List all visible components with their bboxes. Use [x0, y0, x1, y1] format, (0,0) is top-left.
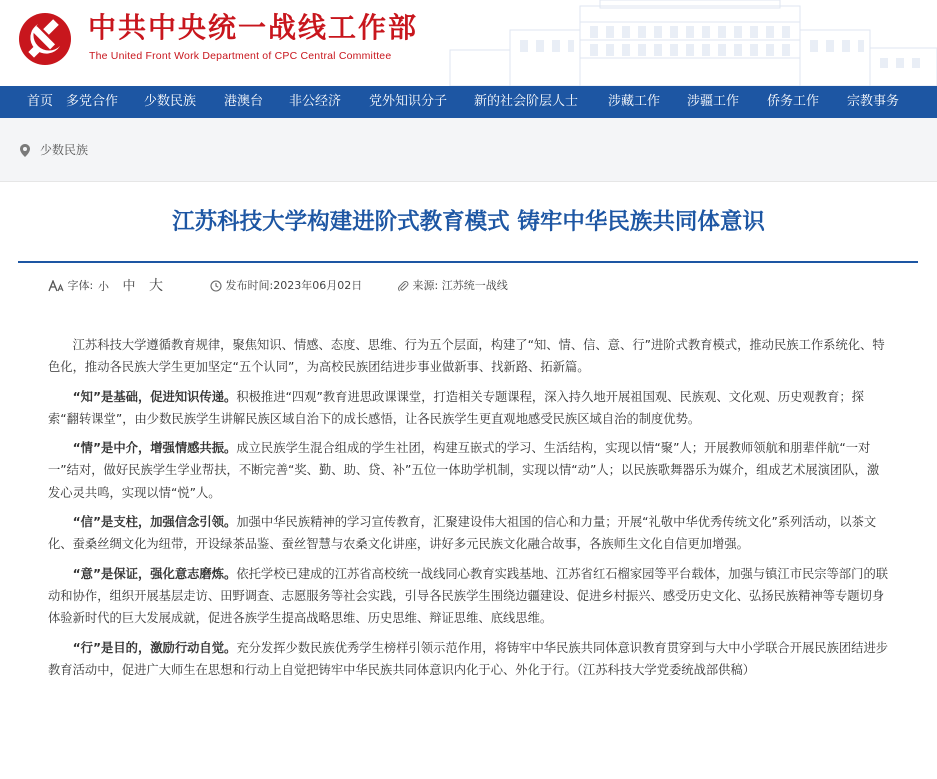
paragraph-text: 成立民族学生混合组成的学生社团，构建互嵌式的学习、生活结构，实现以情“聚”人；开展教师领航和朋辈伴航“一对一”结对，做好民族学生学业帮扶，不断完善“奖、勤、助、贷、补”五位一体助学机制，实现以情“动”人；以民族歌舞器乐为媒介，组成艺术展演团队，激发心灵共鸣，实现以情“悦”人。 [48, 441, 880, 500]
party-emblem-icon [18, 12, 72, 66]
paragraph-lead: “情”是中介，增强情感共振。 [72, 441, 237, 456]
publish-time-label: 发布时间: [225, 279, 274, 292]
article-paragraph [48, 563, 890, 630]
article-source [397, 276, 508, 296]
site-header [0, 0, 937, 86]
font-size-control [48, 276, 93, 296]
paragraph-text: 充分发挥少数民族优秀学生榜样引领示范作用，将铸牢中华民族共同体意识教育贯穿到与大中小学联合开展民族团结进步教育活动中，促进广大师生在思想和行动上自觉把铸牢中华民族共同体意识内化于心、外化于行。（江苏科技大学党委统战部供稿） [48, 640, 889, 677]
location-pin-icon [20, 144, 30, 157]
article-body [48, 334, 890, 688]
site-title[interactable]: 中共中央统一战线工作部 [88, 11, 419, 44]
paragraph-lead: “行”是目的，激励行动自觉。 [72, 640, 237, 655]
paragraph-text: 加强中华民族精神的学习宣传教育，汇聚建设伟大祖国的信心和力量；开展“礼敬中华优秀传统文化”系列活动，以茶文化、蚕桑丝绸文化为纽带，开设绿茶品鉴、蚕丝智慧与农桑文化讲座，讲好多元民族文化融合故事，各族师生文化自信更加增强。 [48, 515, 877, 552]
nav-item-new-social-strata[interactable]: 新的社会阶层人士 [474, 94, 579, 109]
article-paragraph [48, 334, 890, 379]
article-paragraph [48, 386, 890, 431]
main-nav [0, 86, 937, 118]
nav-item-xinjiang[interactable]: 涉疆工作 [687, 94, 740, 109]
paragraph-text: 江苏科技大学遵循教育规律，聚焦知识、情感、态度、思维、行为五个层面，构建了“知、情、信、意、行”进阶式教育模式，推动民族工作系统化、特色化，推动各民族大学生更加坚定“五个认同”，为高校民族团结进步事业做新事、找新路、拓新篇。 [48, 338, 885, 375]
paragraph-lead: “信”是支柱，加强信念引领。 [72, 515, 237, 530]
site-subtitle: The United Front Work Department of CPC Central Committee [89, 50, 392, 62]
font-size-small-button[interactable]: 小 [98, 280, 109, 293]
font-size-label: 字体: [67, 279, 94, 292]
nav-item-hk-macau-taiwan[interactable]: 港澳台 [224, 94, 264, 109]
font-size-icon [48, 280, 64, 292]
font-size-medium-button[interactable]: 中 [122, 279, 136, 294]
paragraph-lead: “知”是基础，促进知识传递。 [72, 389, 237, 404]
paperclip-icon [397, 280, 409, 292]
clock-icon [210, 280, 222, 292]
title-divider [18, 261, 918, 263]
font-size-large-button[interactable]: 大 [149, 278, 164, 294]
font-size-options [98, 276, 173, 297]
nav-item-intellectuals[interactable]: 党外知识分子 [369, 94, 448, 109]
publish-time [210, 276, 362, 296]
breadcrumb-link[interactable]: 少数民族 [40, 143, 89, 157]
source-value: 江苏统一战线 [441, 279, 508, 292]
nav-item-tibet[interactable]: 涉藏工作 [608, 94, 661, 109]
nav-item-home[interactable]: 首页 [27, 94, 54, 109]
nav-item-religion[interactable]: 宗教事务 [847, 94, 900, 109]
article-paragraph [48, 637, 890, 682]
article-title: 江苏科技大学构建进阶式教育模式 铸牢中华民族共同体意识 [172, 209, 765, 235]
building-illustration [430, 0, 937, 86]
article-paragraph [48, 511, 890, 556]
nav-item-non-public[interactable]: 非公经济 [289, 94, 342, 109]
paragraph-text: 积极推进“四观”教育进思政课课堂，打造相关专题课程，深入持久地开展祖国观、民族观、文化观、历史观教育；探索“翻转课堂”，由少数民族学生讲解民族区域自治下的成长感悟，让各民族学生更直观地感受民族区域自治的制度优势。 [48, 389, 864, 426]
breadcrumb [0, 118, 937, 182]
nav-item-ethnic[interactable]: 少数民族 [144, 94, 197, 109]
paragraph-lead: “意”是保证，强化意志磨炼。 [72, 566, 237, 581]
source-label: 来源: [412, 279, 439, 292]
nav-item-overseas-chinese[interactable]: 侨务工作 [767, 94, 820, 109]
article-meta [0, 276, 937, 296]
nav-item-multiparty[interactable]: 多党合作 [66, 94, 119, 109]
publish-time-value: 2023年06月02日 [273, 279, 363, 292]
article-paragraph [48, 437, 890, 504]
paragraph-text: 依托学校已建成的江苏省高校统一战线同心教育实践基地、江苏省红石榴家园等平台载体，加强与镇江市民宗等部门的联动和协作，组织开展基层走访、田野调查、志愿服务等社会实践，引导各民族学生围绕边疆建设、促进乡村振兴、感受历史文化、弘扬民族精神等专题切身体验新时代的巨大发展成就，促进各族学生提高战略思维、历史思维、辩证思维、底线思维。 [48, 566, 889, 626]
